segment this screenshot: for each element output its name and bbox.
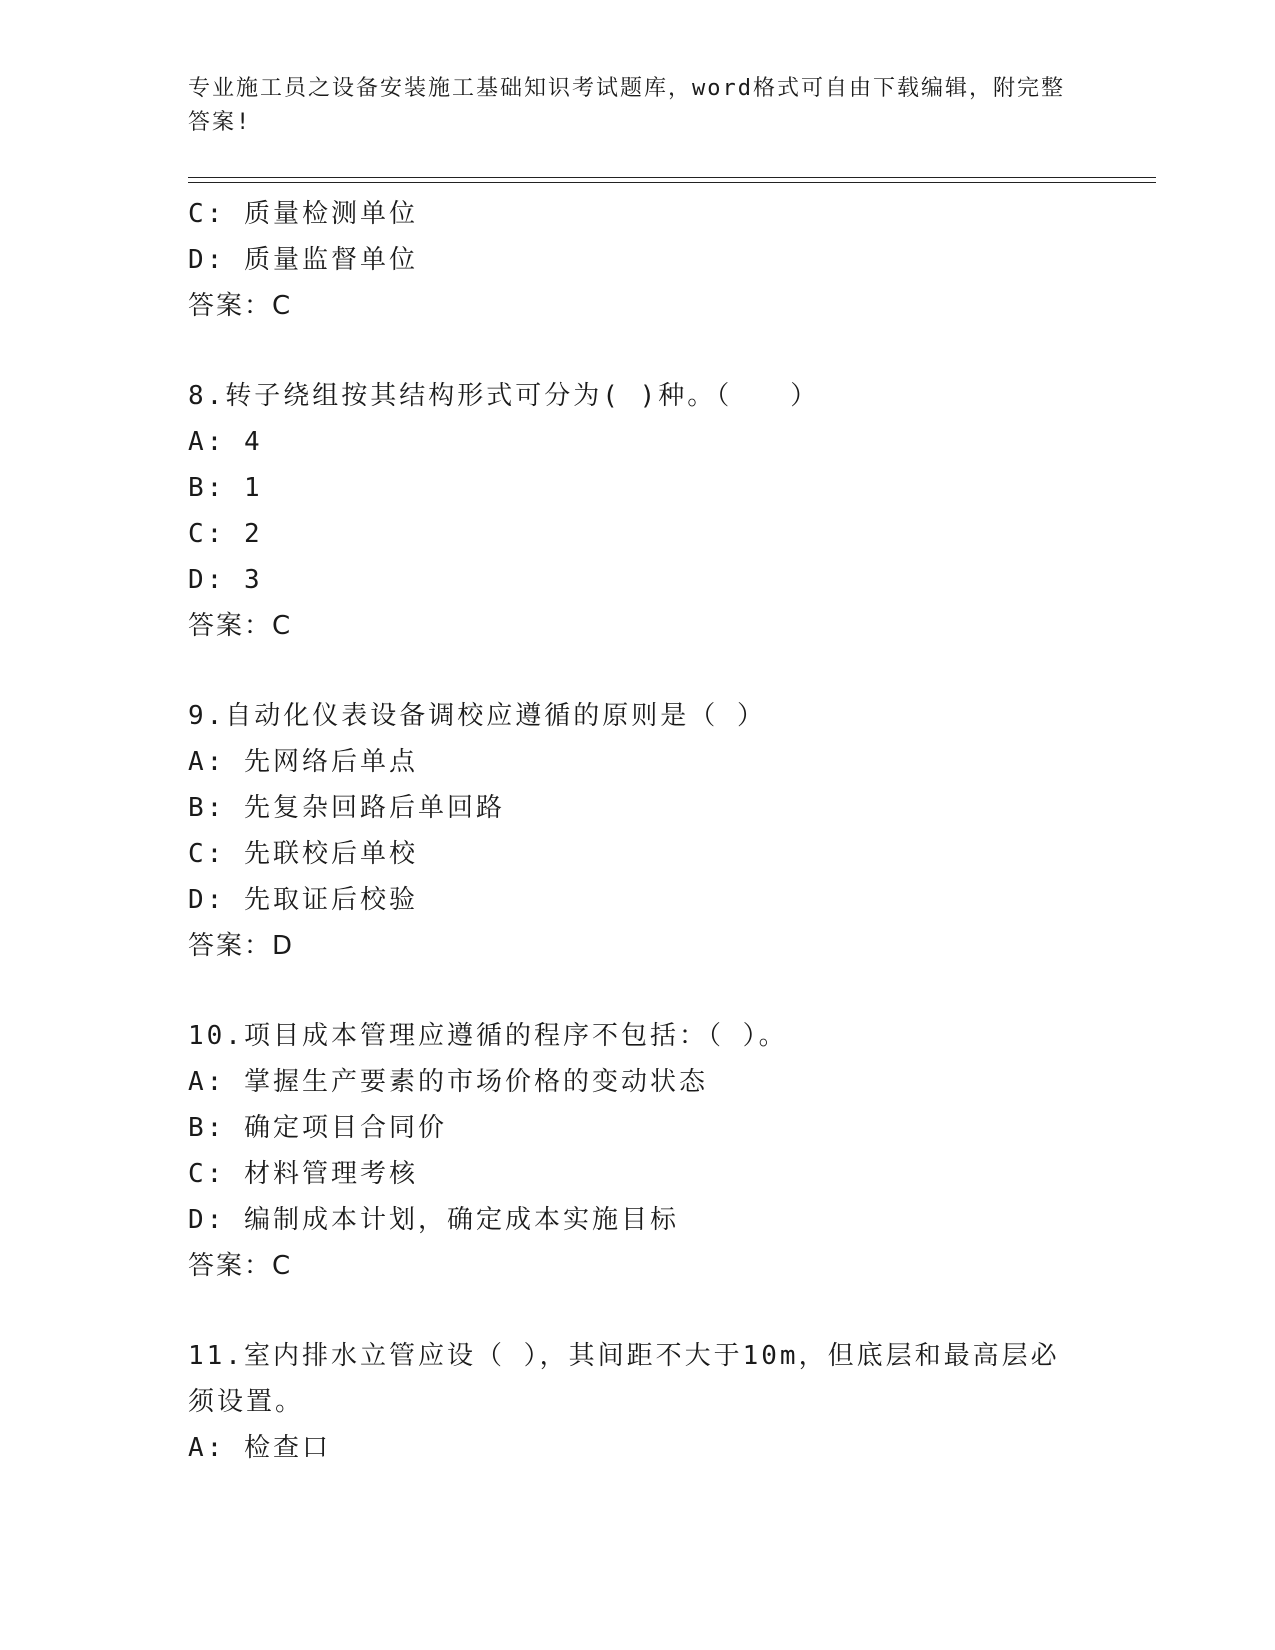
option-a: A: 掌握生产要素的市场价格的变动状态 [188, 1067, 708, 1097]
answer-line: 答案：C [188, 1251, 293, 1281]
answer-line: 答案：C [188, 611, 293, 641]
option-b: B: 1 [188, 473, 263, 503]
answer-line: 答案：C [188, 291, 293, 321]
spacer [188, 969, 1088, 1013]
option-c: C: 先联校后单校 [188, 839, 418, 869]
question-8-text: 8.转子绕组按其结构形式可分为( )种。（ ） [188, 381, 820, 411]
spacer [188, 1289, 1088, 1333]
page-header: 专业施工员之设备安装施工基础知识考试题库，word格式可自由下载编辑，附完整答案! [188, 76, 1065, 135]
question-11-text: 11.室内排水立管应设（ ），其间距不大于10m，但底层和最高层必须设置。 [188, 1341, 1060, 1417]
option-a: A: 4 [188, 427, 263, 457]
option-d: D: 编制成本计划，确定成本实施目标 [188, 1205, 679, 1235]
question-9-text: 9.自动化仪表设备调校应遵循的原则是（ ） [188, 701, 766, 731]
header-divider [188, 177, 1156, 178]
option-b: B: 先复杂回路后单回路 [188, 793, 505, 823]
option-a: A: 先网络后单点 [188, 747, 418, 777]
option-c: C: 材料管理考核 [188, 1159, 418, 1189]
option-d: D: 3 [188, 565, 263, 595]
option-d: D: 先取证后校验 [188, 885, 418, 915]
option-c: C: 质量检测单位 [188, 199, 418, 229]
question-10-text: 10.项目成本管理应遵循的程序不包括：（ ）。 [188, 1021, 788, 1051]
spacer [188, 649, 1088, 693]
option-b: B: 确定项目合同价 [188, 1113, 447, 1143]
option-c: C: 2 [188, 519, 263, 549]
option-a: A: 检查口 [188, 1433, 331, 1463]
option-d: D: 质量监督单位 [188, 245, 418, 275]
header-divider-secondary [188, 182, 1156, 183]
question-list [188, 191, 1088, 1471]
answer-line: 答案：D [188, 931, 295, 961]
spacer [188, 329, 1088, 373]
